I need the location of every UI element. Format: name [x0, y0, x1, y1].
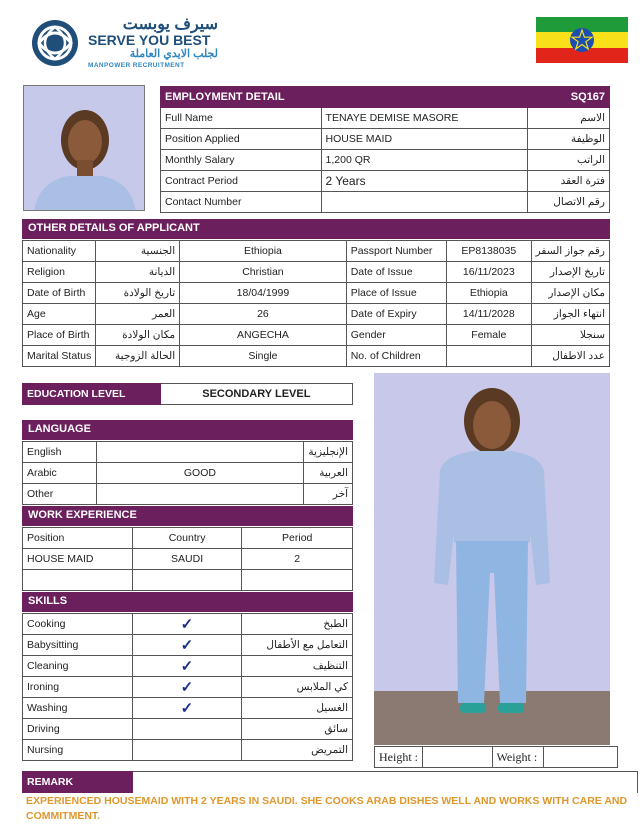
- table-row: [161, 129, 610, 150]
- field-label-arabic: الاسم: [528, 108, 610, 129]
- field-label: Monthly Salary: [161, 150, 322, 171]
- company-logo: [26, 14, 216, 72]
- field-label: Position Applied: [161, 129, 322, 150]
- skill-label-arabic: التعامل مع الأطفال: [242, 635, 353, 656]
- work-country: SAUDI: [132, 549, 242, 570]
- skills-heading: SKILLS: [22, 592, 353, 612]
- checkmark-icon: ✓: [132, 677, 241, 698]
- table-row: [23, 262, 610, 283]
- language-label: Other: [23, 484, 97, 505]
- weight-label: Weight :: [492, 747, 544, 768]
- skill-label-arabic: التنظيف: [242, 656, 353, 677]
- table-row: [161, 108, 610, 129]
- field-label-arabic: الوظيفة: [528, 129, 610, 150]
- applicant-full-body-photo: [374, 373, 610, 745]
- other-details-heading: OTHER DETAILS OF APPLICANT: [22, 219, 610, 239]
- field-label: Date of Issue: [346, 262, 446, 283]
- field-label: Nationality: [23, 241, 96, 262]
- field-label-arabic: الحالة الزوجية: [96, 346, 180, 367]
- work-position: HOUSE MAID: [23, 549, 133, 570]
- contact-value: [321, 192, 528, 213]
- language-label: English: [23, 442, 97, 463]
- table-row: [23, 549, 353, 570]
- work-experience-table: [22, 527, 353, 591]
- skill-row: [23, 635, 353, 656]
- field-value: Female: [447, 325, 532, 346]
- skill-label: Cooking: [23, 614, 133, 635]
- field-value: Single: [180, 346, 347, 367]
- full-name-value: TENAYE DEMISE MASORE: [321, 108, 528, 129]
- skill-label: Nursing: [23, 740, 133, 761]
- column-header: Position: [23, 528, 133, 549]
- table-row: [161, 192, 610, 213]
- skill-label-arabic: الغسيل: [242, 698, 353, 719]
- language-level: [96, 442, 303, 463]
- height-value: [423, 747, 493, 768]
- checkmark-icon: ✓: [132, 635, 241, 656]
- skill-row: [23, 740, 353, 761]
- field-label: Contact Number: [161, 192, 322, 213]
- skill-check-cell: [132, 740, 241, 761]
- skill-check-cell: [132, 719, 241, 740]
- field-label: Marital Status: [23, 346, 96, 367]
- height-weight-table: [374, 746, 618, 768]
- checkmark-icon: ✓: [132, 698, 241, 719]
- field-label: Place of Birth: [23, 325, 96, 346]
- skill-label: Driving: [23, 719, 133, 740]
- skill-label-arabic: التمريض: [242, 740, 353, 761]
- language-label-arabic: الإنجليزية: [304, 442, 353, 463]
- field-value: Christian: [180, 262, 347, 283]
- full-body-person-icon: [374, 373, 610, 745]
- skill-label: Ironing: [23, 677, 133, 698]
- field-label-arabic: رقم الاتصال: [528, 192, 610, 213]
- skill-row: [23, 719, 353, 740]
- work-country: [132, 570, 242, 591]
- brand-sub: MANPOWER RECRUITMENT: [88, 62, 185, 69]
- language-table: [22, 441, 353, 505]
- field-label: Gender: [346, 325, 446, 346]
- field-label-arabic: مكان الإصدار: [531, 283, 609, 304]
- field-label-arabic: رقم جواز السفر: [531, 241, 609, 262]
- table-row: [23, 241, 610, 262]
- skill-row: [23, 698, 353, 719]
- skill-label-arabic: سائق: [242, 719, 353, 740]
- field-label-arabic: مكان الولادة: [96, 325, 180, 346]
- field-label-arabic: الجنسية: [96, 241, 180, 262]
- column-header: Country: [132, 528, 242, 549]
- field-value: EP8138035: [447, 241, 532, 262]
- field-label-arabic: سنجلا: [531, 325, 609, 346]
- field-label-arabic: انتهاء الجواز: [531, 304, 609, 325]
- ethiopia-flag: [536, 17, 628, 63]
- table-row: [23, 442, 353, 463]
- height-label: Height :: [375, 747, 423, 768]
- table-row: [23, 463, 353, 484]
- table-row: [23, 325, 610, 346]
- field-label: Place of Issue: [346, 283, 446, 304]
- table-row: [23, 283, 610, 304]
- field-label: Age: [23, 304, 96, 325]
- field-label-arabic: الديانة: [96, 262, 180, 283]
- field-label-arabic: فترة العقد: [528, 171, 610, 192]
- flag-star-emblem-icon: [567, 25, 597, 55]
- field-value: 18/04/1999: [180, 283, 347, 304]
- applicant-code: SQ167: [528, 87, 610, 108]
- skill-label: Babysitting: [23, 635, 133, 656]
- weight-value: [544, 747, 618, 768]
- field-label: Passport Number: [346, 241, 446, 262]
- checkmark-icon: ✓: [132, 614, 241, 635]
- table-row: [23, 570, 353, 591]
- education-label: EDUCATION LEVEL: [23, 384, 161, 405]
- table-row: [161, 171, 610, 192]
- position-value: HOUSE MAID: [321, 129, 528, 150]
- brand-arabic-name: سيرف يوبست: [122, 16, 218, 33]
- brand-arabic-sub: لجلب الايدي العاملة: [129, 48, 218, 60]
- education-level-table: [22, 383, 353, 405]
- skill-row: [23, 677, 353, 698]
- field-label: No. of Children: [346, 346, 446, 367]
- skill-label-arabic: كي الملابس: [242, 677, 353, 698]
- field-label-arabic: تاريخ الإصدار: [531, 262, 609, 283]
- field-value: 26: [180, 304, 347, 325]
- work-period: 2: [242, 549, 353, 570]
- field-value: ANGECHA: [180, 325, 347, 346]
- work-position: [23, 570, 133, 591]
- field-label-arabic: العمر: [96, 304, 180, 325]
- skill-label: Washing: [23, 698, 133, 719]
- other-details-table: [22, 240, 610, 367]
- applicant-portrait-photo: [23, 85, 145, 211]
- field-label: Contract Period: [161, 171, 322, 192]
- language-heading: LANGUAGE: [22, 420, 353, 440]
- field-label: Full Name: [161, 108, 322, 129]
- brand-name: SERVE YOU BEST: [88, 32, 211, 48]
- language-level: GOOD: [96, 463, 303, 484]
- employment-heading: EMPLOYMENT DETAIL: [161, 87, 528, 108]
- remark-header-table: [22, 771, 638, 793]
- field-label-arabic: الراتب: [528, 150, 610, 171]
- field-value: 16/11/2023: [447, 262, 532, 283]
- table-row: [161, 150, 610, 171]
- field-label-arabic: تاريخ الولادة: [96, 283, 180, 304]
- skill-label-arabic: الطبخ: [242, 614, 353, 635]
- remark-heading: REMARK: [23, 772, 133, 793]
- table-header-row: [23, 528, 353, 549]
- salary-value: 1,200 QR: [321, 150, 528, 171]
- table-row: [23, 346, 610, 367]
- field-label: Date of Birth: [23, 283, 96, 304]
- field-value: Ethiopia: [447, 283, 532, 304]
- portrait-person-icon: [24, 86, 145, 211]
- table-row: [23, 484, 353, 505]
- table-row: [23, 304, 610, 325]
- language-label: Arabic: [23, 463, 97, 484]
- field-label-arabic: عدد الاطفال: [531, 346, 609, 367]
- education-value: SECONDARY LEVEL: [160, 384, 352, 405]
- language-label-arabic: العربية: [304, 463, 353, 484]
- skills-table: [22, 613, 353, 761]
- contract-value: 2 Years: [321, 171, 528, 192]
- field-label: Date of Expiry: [346, 304, 446, 325]
- skill-row: [23, 614, 353, 635]
- skill-label: Cleaning: [23, 656, 133, 677]
- field-label: Religion: [23, 262, 96, 283]
- work-period: [242, 570, 353, 591]
- language-label-arabic: آخر: [304, 484, 353, 505]
- field-value: [447, 346, 532, 367]
- checkmark-icon: ✓: [132, 656, 241, 677]
- field-value: Ethiopia: [180, 241, 347, 262]
- work-experience-heading: WORK EXPERIENCE: [22, 506, 353, 526]
- field-value: 14/11/2028: [447, 304, 532, 325]
- language-level: [96, 484, 303, 505]
- skill-row: [23, 656, 353, 677]
- column-header: Period: [242, 528, 353, 549]
- employment-detail-table: [160, 86, 610, 213]
- logo-knot-icon: [26, 18, 84, 68]
- remark-text: EXPERIENCED HOUSEMAID WITH 2 YEARS IN SAUDI. SHE COOKS ARAB DISHES WELL AND WORKS WITH CARE AND COMMITMENT.: [26, 795, 628, 822]
